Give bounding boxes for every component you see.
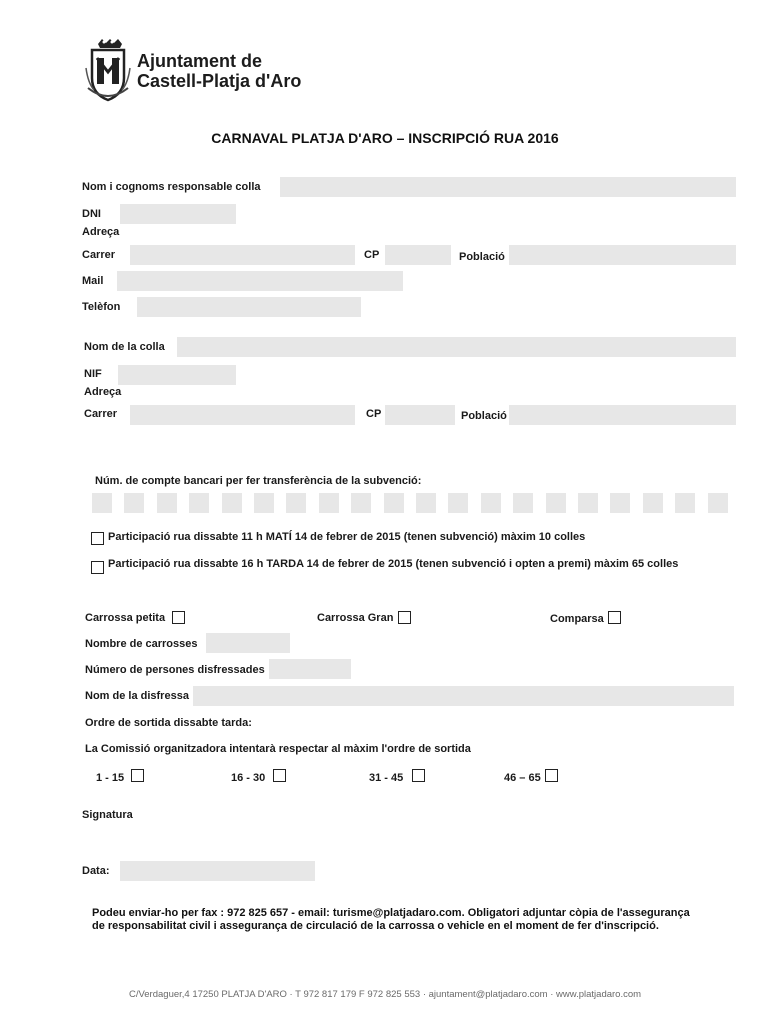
num-people-field[interactable] bbox=[269, 659, 351, 679]
bank-digit-box[interactable] bbox=[708, 493, 728, 513]
big-float-label: Carrossa Gran bbox=[317, 612, 394, 624]
bank-digit-box[interactable] bbox=[448, 493, 468, 513]
bank-digit-box[interactable] bbox=[351, 493, 371, 513]
bank-digit-box[interactable] bbox=[675, 493, 695, 513]
nif-field[interactable] bbox=[118, 365, 236, 385]
range-1-15-label: 1 - 15 bbox=[96, 772, 125, 784]
bank-digit-box[interactable] bbox=[546, 493, 566, 513]
bank-digit-box[interactable] bbox=[416, 493, 436, 513]
org-line-1: Ajuntament de bbox=[137, 51, 263, 71]
date-label: Data: bbox=[82, 865, 110, 877]
phone-field[interactable] bbox=[137, 297, 361, 317]
group-town-label: Població bbox=[461, 410, 507, 422]
troupe-label: Comparsa bbox=[550, 613, 604, 625]
small-float-checkbox[interactable] bbox=[172, 611, 185, 624]
bank-digit-box[interactable] bbox=[222, 493, 242, 513]
range-31-45-checkbox[interactable] bbox=[412, 769, 425, 782]
group-name-label: Nom de la colla bbox=[84, 341, 165, 353]
responsible-address-label: Adreça bbox=[82, 226, 120, 238]
mail-label: Mail bbox=[82, 275, 104, 287]
bank-digit-box[interactable] bbox=[319, 493, 339, 513]
bank-digit-box[interactable] bbox=[643, 493, 663, 513]
dni-label: DNI bbox=[82, 208, 101, 220]
morning-checkbox[interactable] bbox=[91, 532, 104, 545]
bank-digit-box[interactable] bbox=[513, 493, 533, 513]
responsible-street-label: Carrer bbox=[82, 249, 116, 261]
responsible-name-label: Nom i cognoms responsable colla bbox=[82, 181, 261, 193]
range-16-30-checkbox[interactable] bbox=[273, 769, 286, 782]
nif-label: NIF bbox=[84, 368, 102, 380]
group-name-field[interactable] bbox=[177, 337, 736, 357]
responsible-town-label: Població bbox=[459, 251, 505, 263]
group-town-field[interactable] bbox=[509, 405, 736, 425]
bank-digit-box[interactable] bbox=[157, 493, 177, 513]
page-title: CARNAVAL PLATJA D'ARO – INSCRIPCIÓ RUA 2016 bbox=[211, 130, 559, 146]
order-label: Ordre de sortida dissabte tarda: bbox=[85, 717, 252, 729]
group-address-label: Adreça bbox=[84, 386, 122, 398]
big-float-checkbox[interactable] bbox=[398, 611, 411, 624]
small-float-label: Carrossa petita bbox=[85, 612, 166, 624]
num-people-label: Número de persones disfressades bbox=[85, 664, 265, 676]
afternoon-participation-label: Participació rua dissabte 16 h TARDA 14 de febrer de 2015 (tenen subvenció i opten a premi) màxim 65 colles bbox=[108, 558, 679, 570]
num-floats-field[interactable] bbox=[206, 633, 290, 653]
troupe-checkbox[interactable] bbox=[608, 611, 621, 624]
municipality-name bbox=[137, 51, 301, 91]
municipal-coat-of-arms-logo bbox=[84, 38, 132, 104]
bank-account-label: Núm. de compte bancari per fer transferència de la subvenció: bbox=[95, 475, 422, 487]
responsible-cp-label: CP bbox=[364, 249, 380, 261]
range-16-30-label: 16 - 30 bbox=[231, 772, 266, 784]
bank-digit-box[interactable] bbox=[189, 493, 209, 513]
bank-digit-box[interactable] bbox=[124, 493, 144, 513]
afternoon-checkbox[interactable] bbox=[91, 561, 104, 574]
submission-note bbox=[92, 907, 732, 933]
bank-digit-box[interactable] bbox=[286, 493, 306, 513]
range-46-65-checkbox[interactable] bbox=[545, 769, 558, 782]
phone-label: Telèfon bbox=[82, 301, 121, 313]
num-floats-label: Nombre de carrosses bbox=[85, 638, 198, 650]
group-cp-label: CP bbox=[366, 408, 382, 420]
group-street-label: Carrer bbox=[84, 408, 118, 420]
range-46-65-label: 46 – 65 bbox=[504, 772, 541, 784]
bank-digit-box[interactable] bbox=[481, 493, 501, 513]
note-line-1: Podeu enviar-ho per fax : 972 825 657 - email: turisme@platjadaro.com. Obligatori adjuntar còpia de l'assegurança bbox=[92, 907, 690, 919]
note-line-2: de responsabilitat civil i assegurança de circulació de la carrossa o vehicle en el moment de fer d'inscripció. bbox=[92, 920, 659, 932]
costume-name-field[interactable] bbox=[193, 686, 734, 706]
signature-label: Signatura bbox=[82, 809, 133, 821]
bank-digit-box[interactable] bbox=[384, 493, 404, 513]
date-field[interactable] bbox=[120, 861, 315, 881]
range-1-15-checkbox[interactable] bbox=[131, 769, 144, 782]
responsible-name-field[interactable] bbox=[280, 177, 736, 197]
range-31-45-label: 31 - 45 bbox=[369, 772, 404, 784]
group-cp-field[interactable] bbox=[385, 405, 455, 425]
morning-participation-label: Participació rua dissabte 11 h MATÍ 14 de febrer de 2015 (tenen subvenció) màxim 10 colles bbox=[108, 531, 586, 543]
responsible-town-field[interactable] bbox=[509, 245, 736, 265]
responsible-street-field[interactable] bbox=[130, 245, 355, 265]
bank-digit-box[interactable] bbox=[610, 493, 630, 513]
bank-digit-box[interactable] bbox=[254, 493, 274, 513]
costume-name-label: Nom de la disfressa bbox=[85, 690, 189, 702]
mail-field[interactable] bbox=[117, 271, 403, 291]
bank-digit-box[interactable] bbox=[92, 493, 112, 513]
org-line-2: Castell-Platja d'Aro bbox=[137, 71, 302, 91]
bank-digit-box[interactable] bbox=[578, 493, 598, 513]
dni-field[interactable] bbox=[120, 204, 236, 224]
responsible-cp-field[interactable] bbox=[385, 245, 451, 265]
group-street-field[interactable] bbox=[130, 405, 355, 425]
committee-note: La Comissió organitzadora intentarà respectar al màxim l'ordre de sortida bbox=[85, 743, 471, 755]
footer-contact: C/Verdaguer,4 17250 PLATJA D'ARO · T 972 817 179 F 972 825 553 · ajuntament@platjadaro.com · www.platjadaro.com bbox=[128, 989, 642, 1000]
